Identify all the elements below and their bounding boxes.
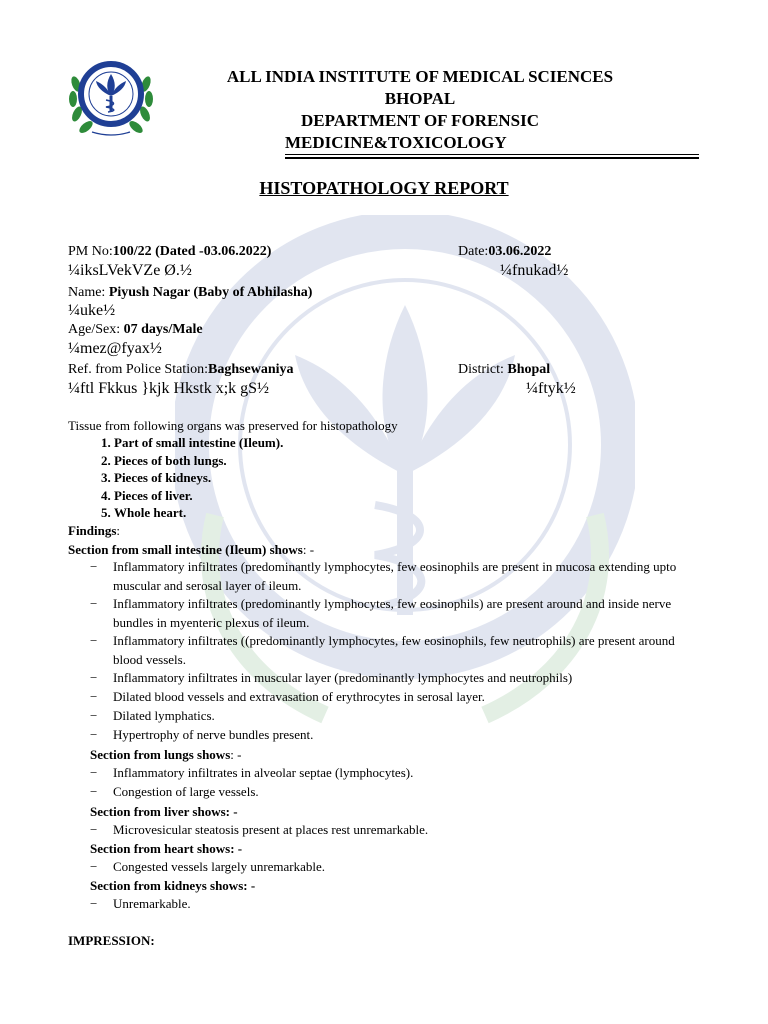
section-heading-ileum <box>68 542 314 558</box>
lungs-heading-text: Section from lungs shows <box>90 747 231 762</box>
district-value: Bhopal <box>503 362 551 377</box>
finding-item <box>90 595 690 632</box>
finding-text: Inflammatory infiltrates in alveolar septae (lymphocytes). <box>113 765 414 780</box>
organ-item: 1. Part of small intestine (Ileum). <box>114 434 283 452</box>
finding-item <box>90 821 690 840</box>
organ-item: 5. Whole heart. <box>114 504 283 522</box>
pm-hindi: ¼iksLVekVZe Ø.½ <box>68 262 192 279</box>
report-title: HISTOPATHOLOGY REPORT <box>259 178 509 198</box>
district-hindi: ¼ftyk½ <box>526 380 576 397</box>
bullet-dash: − <box>90 670 98 685</box>
header-divider-thick <box>285 157 699 159</box>
finding-item <box>90 558 690 595</box>
section-heading-heart: Section from heart shows: - <box>90 841 243 856</box>
section-heading-kidneys: Section from kidneys shows: - <box>90 878 256 893</box>
pm-number-row <box>68 243 271 261</box>
finding-text: Dilated lymphatics. <box>113 708 215 723</box>
finding-text: Dilated blood vessels and extravasation of erythrocytes in serosal layer. <box>113 689 485 704</box>
bullet-dash: − <box>90 708 98 723</box>
organ-list <box>68 434 283 522</box>
lungs-heading-suffix: : - <box>230 747 242 762</box>
finding-text: Unremarkable. <box>113 896 191 911</box>
tissue-intro: Tissue from following organs was preserved for histopathology <box>68 418 398 433</box>
finding-text: Congestion of large vessels. <box>113 784 259 799</box>
date-value: 03.06.2022 <box>488 244 552 259</box>
finding-item <box>90 669 690 688</box>
bullet-dash: − <box>90 559 98 574</box>
findings-heading <box>68 523 120 539</box>
section-heading-liver: Section from liver shows: - <box>90 804 238 819</box>
name-value: Piyush Nagar (Baby of Abhilasha) <box>105 285 313 300</box>
finding-item <box>90 688 690 707</box>
bullet-dash: − <box>90 765 98 780</box>
section-heading-lungs <box>90 747 241 763</box>
bullet-dash: − <box>90 689 98 704</box>
finding-text: Inflammatory infiltrates in muscular layer (predominantly lymphocytes and neutrophils) <box>113 670 573 685</box>
finding-text: Inflammatory infiltrates (predominantly lymphocytes, few eosinophils) are present around and inside nerve bundles in myenteric plexus of ileum. <box>113 596 672 630</box>
district-label: District: <box>458 362 504 377</box>
name-label: Name: <box>68 285 106 300</box>
ileum-heading-text: Section from small intestine (Ileum) shows <box>68 542 303 557</box>
bullet-dash: − <box>90 596 98 611</box>
ref-value: Baghsewaniya <box>207 362 294 377</box>
pm-value: 100/22 (Dated -03.06.2022) <box>112 244 272 259</box>
name-hindi: ¼uke½ <box>68 302 116 319</box>
district-row <box>458 361 550 379</box>
agesex-label: Age/Sex: <box>68 322 121 337</box>
date-hindi: ¼fnukad½ <box>500 262 569 279</box>
institute-city: BHOPAL <box>384 89 456 108</box>
police-station-row <box>68 361 294 379</box>
agesex-hindi: ¼mez@fyax½ <box>68 340 162 357</box>
impression-heading: IMPRESSION: <box>68 933 155 948</box>
bullet-dash: − <box>90 896 98 911</box>
header-divider <box>285 154 699 155</box>
aiims-logo-emblem <box>66 54 156 140</box>
findings-colon: : <box>116 523 121 538</box>
finding-text: Congested vessels largely unremarkable. <box>113 859 326 874</box>
finding-item <box>90 707 690 726</box>
agesex-row <box>68 321 203 339</box>
pm-label: PM No: <box>68 244 113 259</box>
bullet-dash: − <box>90 633 98 648</box>
findings-label: Findings <box>68 523 117 538</box>
organ-item: 4. Pieces of liver. <box>114 487 283 505</box>
finding-text: Hypertrophy of nerve bundles present. <box>113 727 314 742</box>
bullet-dash: − <box>90 859 98 874</box>
department-name-cont: MEDICINE&TOXICOLOGY <box>285 133 507 152</box>
ref-label: Ref. from Police Station: <box>68 362 208 377</box>
finding-text: Inflammatory infiltrates (predominantly lymphocytes, few eosinophils are present in mucosa extending upto muscular and serosal layer of ileum. <box>113 559 677 593</box>
bullet-dash: − <box>90 784 98 799</box>
organ-item: 2. Pieces of both lungs. <box>114 452 283 470</box>
name-row <box>68 284 312 302</box>
finding-item <box>90 858 690 877</box>
finding-text: Microvesicular steatosis present at places rest unremarkable. <box>113 822 429 837</box>
finding-item <box>90 726 690 745</box>
agesex-value: 07 days/Male <box>120 322 203 337</box>
ref-hindi: ¼ftl Fkkus }kjk Hkstk x;k gS½ <box>68 380 270 397</box>
finding-item <box>90 632 690 669</box>
bullet-dash: − <box>90 822 98 837</box>
date-label: Date: <box>458 244 489 259</box>
date-row <box>458 243 551 261</box>
bullet-dash: − <box>90 727 98 742</box>
finding-item <box>90 764 690 783</box>
institute-name: ALL INDIA INSTITUTE OF MEDICAL SCIENCES <box>226 67 614 86</box>
finding-item <box>90 895 690 914</box>
organ-item: 3. Pieces of kidneys. <box>114 469 283 487</box>
department-name: DEPARTMENT OF FORENSIC <box>300 111 540 130</box>
finding-item <box>90 783 690 802</box>
finding-text: Inflammatory infiltrates ((predominantly lymphocytes, few eosinophils, few neutrophils) are present around blood vessels. <box>113 633 675 667</box>
ileum-heading-suffix: : - <box>302 542 315 557</box>
